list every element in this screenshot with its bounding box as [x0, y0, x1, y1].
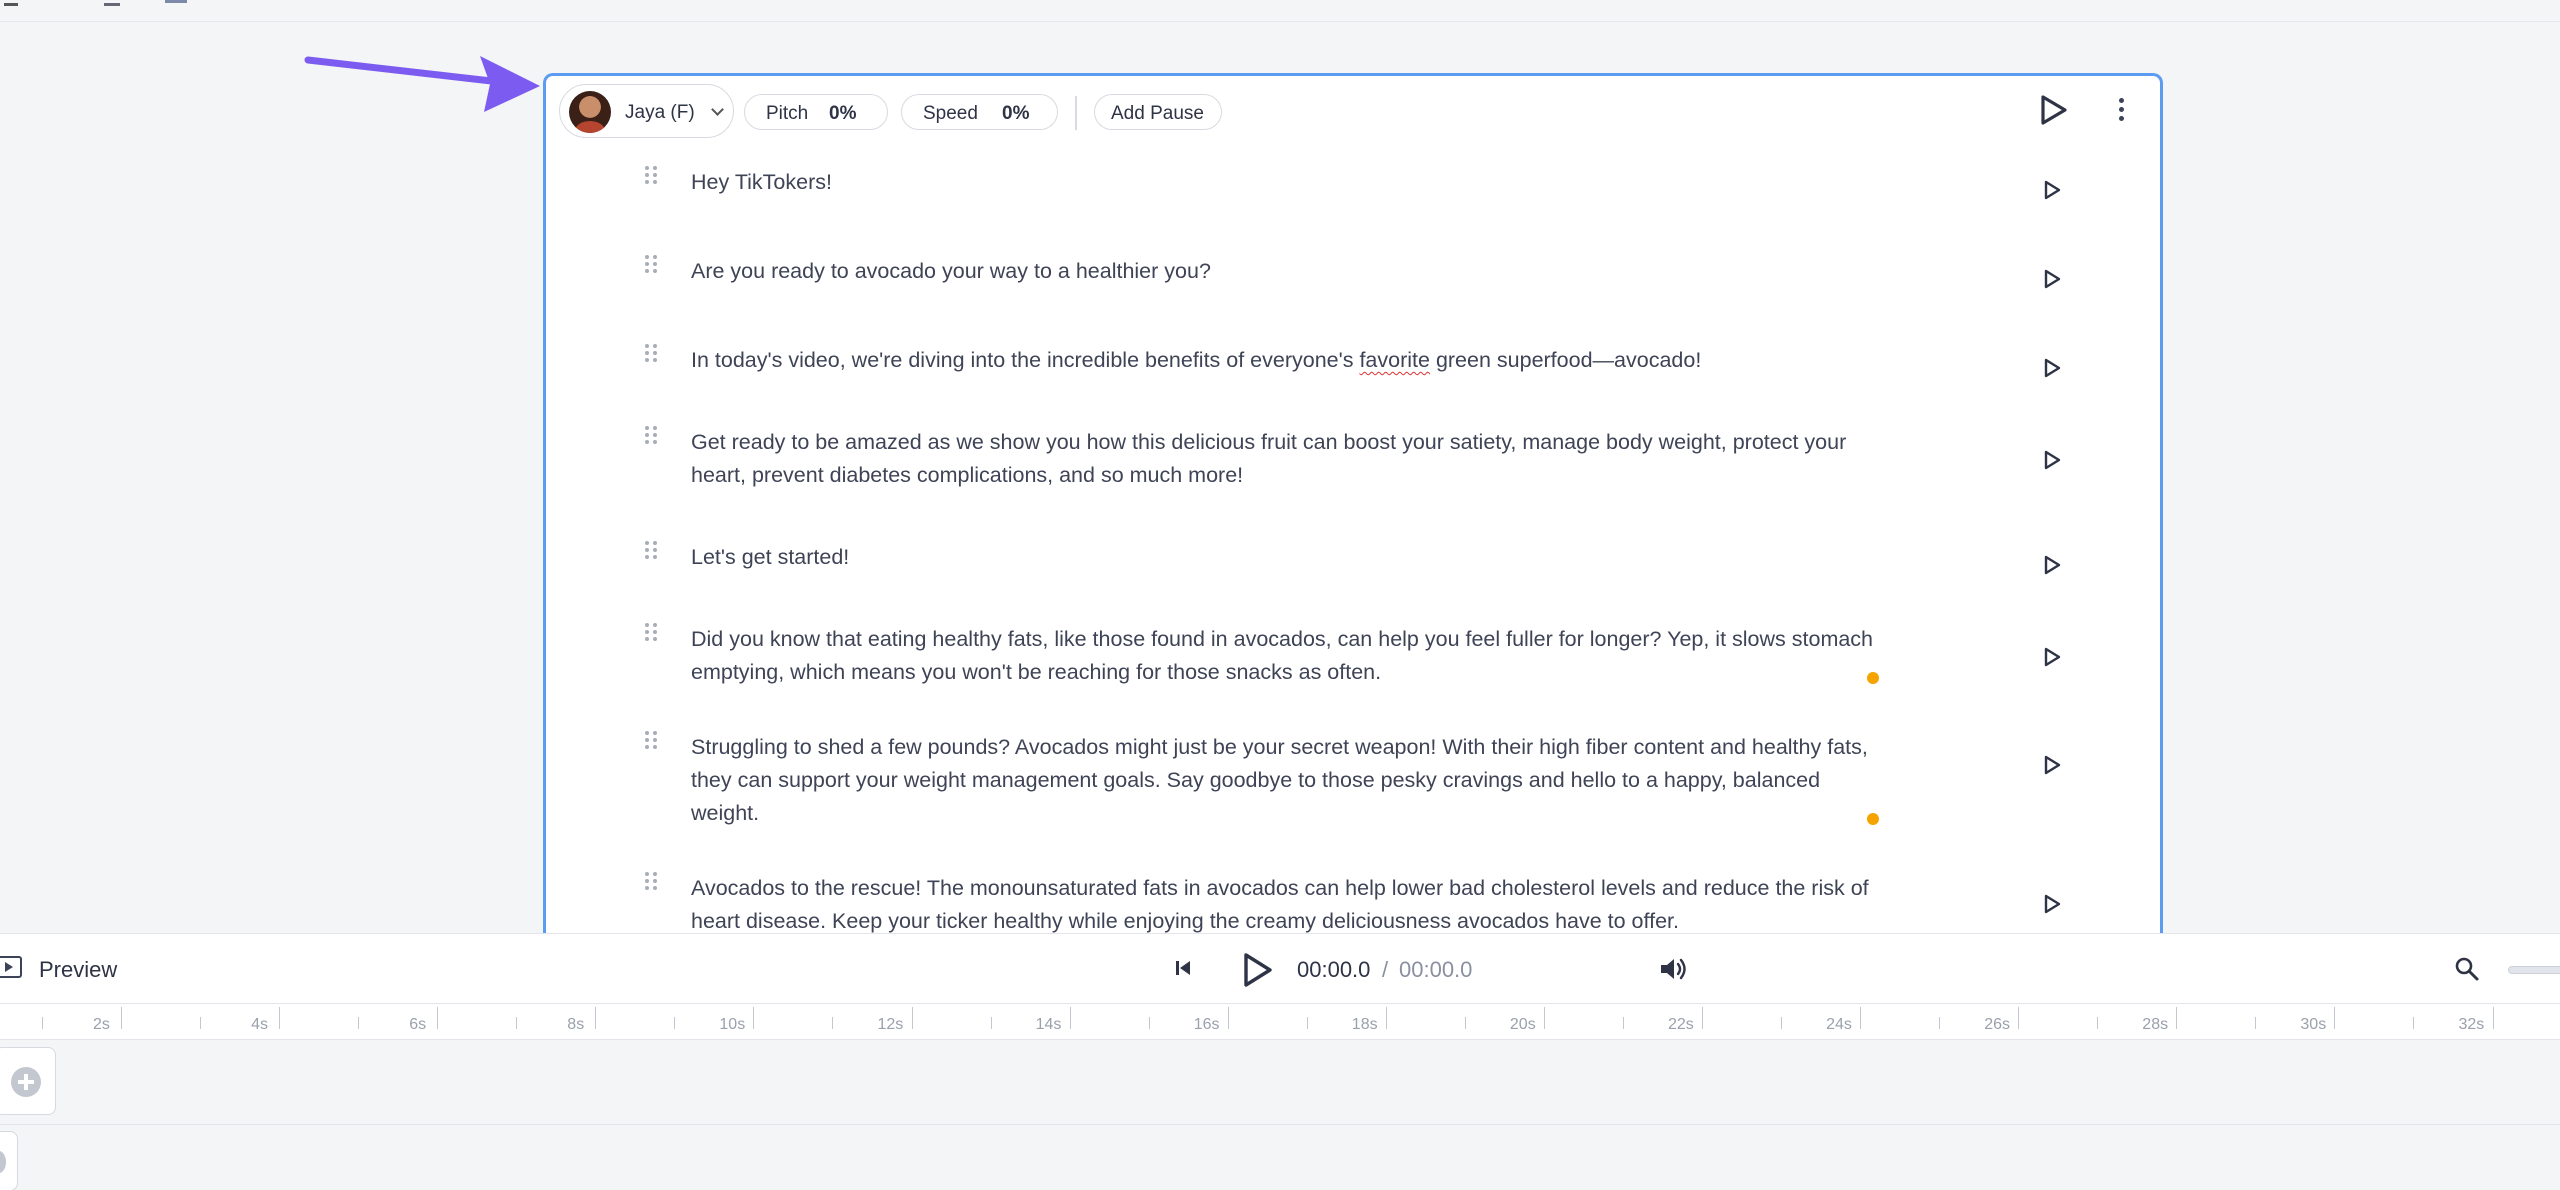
ruler-label: 4s — [251, 1016, 268, 1033]
drag-handle-icon[interactable] — [645, 344, 659, 364]
ruler-label: 2s — [93, 1016, 110, 1033]
ruler-tick — [1386, 1007, 1387, 1029]
ruler-tick-minor — [1781, 1017, 1782, 1029]
timeline-panel — [0, 933, 2560, 1190]
ruler-tick-minor — [1307, 1017, 1308, 1029]
drag-handle-icon[interactable] — [645, 255, 659, 275]
ruler-label: 30s — [2300, 1016, 2327, 1033]
timeline-ruler[interactable] — [0, 1004, 2560, 1040]
total-time: 00:00.0 — [1399, 957, 1473, 982]
plus-icon — [11, 1067, 41, 1097]
sentence-text[interactable]: Avocados to the rescue! The monounsaturated fats in avocados can help lower bad cholesterol levels and reduce the risk of heart disease. Keep your ticker healthy while enjoying the creamy deliciousness avocados have to offer. — [691, 876, 1869, 933]
pitch-control[interactable] — [744, 94, 888, 130]
sentence-text[interactable]: Hey TikTokers! — [691, 170, 832, 194]
ruler-tick-minor — [991, 1017, 992, 1029]
play-sentence-icon[interactable] — [2043, 180, 2061, 200]
ruler-tick-minor — [832, 1017, 833, 1029]
ruler-label: 6s — [409, 1016, 427, 1033]
play-sentence-icon[interactable] — [2043, 555, 2061, 575]
ruler-tick — [2176, 1007, 2177, 1029]
play-all-icon[interactable] — [2038, 94, 2068, 126]
ruler-tick — [437, 1007, 438, 1029]
pitch-label: Pitch — [766, 103, 809, 124]
voice-avatar — [569, 91, 611, 133]
ruler-tick-minor — [1465, 1017, 1466, 1029]
ruler-label: 24s — [1826, 1016, 1852, 1033]
sentence-text-part: green superfood—avocado! — [1429, 348, 1702, 372]
script-editor — [543, 73, 2163, 933]
ruler-tick — [1544, 1007, 1545, 1029]
timeline-track-2 — [0, 1124, 2560, 1190]
editor-toolbar — [546, 76, 2160, 146]
play-sentence-icon[interactable] — [2043, 894, 2061, 914]
ruler-label: 8s — [567, 1016, 585, 1033]
ruler-tick-minor — [2255, 1017, 2256, 1029]
sentence-text[interactable]: Let's get started! — [691, 545, 850, 569]
ruler-tick — [1070, 1007, 1071, 1029]
sentence-text[interactable]: Get ready to be amazed as we show you how this delicious fruit can boost your satiety, manage body weight, protect your heart, prevent diabetes complications, and so much more! — [691, 430, 1847, 487]
top-toolbar-icon[interactable] — [165, 0, 187, 3]
zoom-slider[interactable] — [2508, 966, 2560, 974]
ruler-tick — [595, 1007, 596, 1029]
drag-handle-icon[interactable] — [645, 872, 659, 892]
pitch-value: 0% — [829, 103, 857, 124]
drag-handle-icon[interactable] — [645, 731, 659, 751]
ruler-label: 14s — [1035, 1016, 1062, 1033]
drag-handle-icon[interactable] — [645, 166, 659, 186]
time-separator: / — [1382, 957, 1389, 982]
top-menu-icon[interactable] — [4, 0, 18, 6]
player-bar — [0, 934, 2560, 1004]
ruler-tick-minor — [1623, 1017, 1624, 1029]
drag-handle-icon[interactable] — [645, 426, 659, 446]
ruler-label: 20s — [1509, 1016, 1536, 1033]
ruler-tick — [121, 1007, 122, 1029]
sentence-text[interactable]: Struggling to shed a few pounds? Avocados might just be your secret weapon! With their high fiber content and healthy fats, they can support your weight management goals. Say goodbye to those pesky cravings and hello to a happy, balanced weight. — [691, 735, 1868, 825]
volume-icon[interactable] — [1658, 956, 1688, 982]
sentence-text[interactable]: Are you ready to avocado your way to a healthier you? — [691, 259, 1211, 283]
ruler-tick — [2334, 1007, 2335, 1029]
ruler-tick — [279, 1007, 280, 1029]
ruler-tick — [912, 1007, 913, 1029]
current-time: 00:00.0 — [1297, 957, 1371, 982]
ruler-label: 28s — [2142, 1016, 2169, 1033]
play-icon[interactable] — [1240, 951, 1274, 989]
ruler-tick-minor — [1149, 1017, 1150, 1029]
ruler-tick-minor — [2413, 1017, 2414, 1029]
ruler-tick — [2493, 1007, 2494, 1029]
preview-icon[interactable] — [0, 956, 22, 978]
add-pause-button[interactable] — [1094, 94, 1222, 130]
drag-handle-icon[interactable] — [645, 623, 659, 643]
ruler-label: 12s — [877, 1016, 904, 1033]
ruler-tick — [2018, 1007, 2019, 1029]
ruler-label: 32s — [2458, 1016, 2485, 1033]
speed-control[interactable] — [901, 94, 1058, 130]
ruler-tick-minor — [516, 1017, 517, 1029]
play-sentence-icon[interactable] — [2043, 755, 2061, 775]
ruler-label: 18s — [1351, 1016, 1378, 1033]
more-options-icon[interactable] — [2116, 98, 2126, 124]
ruler-tick — [1702, 1007, 1703, 1029]
sentence-text-part: In today's video, we're diving into the incredible benefits of everyone's — [691, 348, 1360, 372]
pointer-arrow-icon — [300, 50, 550, 120]
toolbar-divider — [1075, 96, 1077, 130]
sentence-text[interactable]: Did you know that eating healthy fats, like those found in avocados, can help you feel fuller for longer? Yep, it slows stomach emptying, which means you won't be reaching for those snacks as often. — [691, 627, 1874, 684]
voice-selector[interactable] — [559, 84, 734, 138]
zoom-icon[interactable] — [2454, 956, 2480, 982]
ruler-tick-minor — [674, 1017, 675, 1029]
play-sentence-icon[interactable] — [2043, 358, 2061, 378]
ruler-tick — [1860, 1007, 1861, 1029]
skip-back-icon[interactable] — [1174, 959, 1192, 977]
ruler-tick-minor — [2097, 1017, 2098, 1029]
spellcheck-word[interactable]: favorite — [1359, 348, 1430, 372]
ruler-tick — [753, 1007, 754, 1029]
speed-label: Speed — [923, 103, 978, 124]
ruler-tick-minor — [1939, 1017, 1940, 1029]
add-pause-label: Add Pause — [1111, 103, 1204, 124]
ruler-tick — [1228, 1007, 1229, 1029]
status-dot — [1867, 813, 1879, 825]
timeline-track — [0, 1040, 2560, 1116]
ruler-tick-minor — [42, 1017, 43, 1029]
voice-name: Jaya (F) — [625, 102, 695, 123]
sentence-text[interactable] — [691, 344, 1891, 377]
ruler-tick-minor — [200, 1017, 201, 1029]
ruler-label: 10s — [719, 1016, 746, 1033]
play-sentence-icon[interactable] — [2043, 450, 2061, 470]
top-bar — [0, 0, 2560, 22]
status-dot — [1867, 672, 1879, 684]
drag-handle-icon[interactable] — [645, 541, 659, 561]
ruler-label: 26s — [1984, 1016, 2010, 1033]
ruler-label: 16s — [1193, 1016, 1220, 1033]
preview-label[interactable]: Preview — [39, 957, 118, 982]
ruler-tick-minor — [358, 1017, 359, 1029]
play-sentence-icon[interactable] — [2043, 269, 2061, 289]
ruler-label: 22s — [1668, 1016, 1694, 1033]
play-sentence-icon[interactable] — [2043, 647, 2061, 667]
top-divider-icon — [104, 0, 120, 6]
add-track-button[interactable] — [0, 1047, 56, 1115]
chevron-down-icon — [711, 103, 724, 116]
speed-value: 0% — [1002, 103, 1030, 124]
